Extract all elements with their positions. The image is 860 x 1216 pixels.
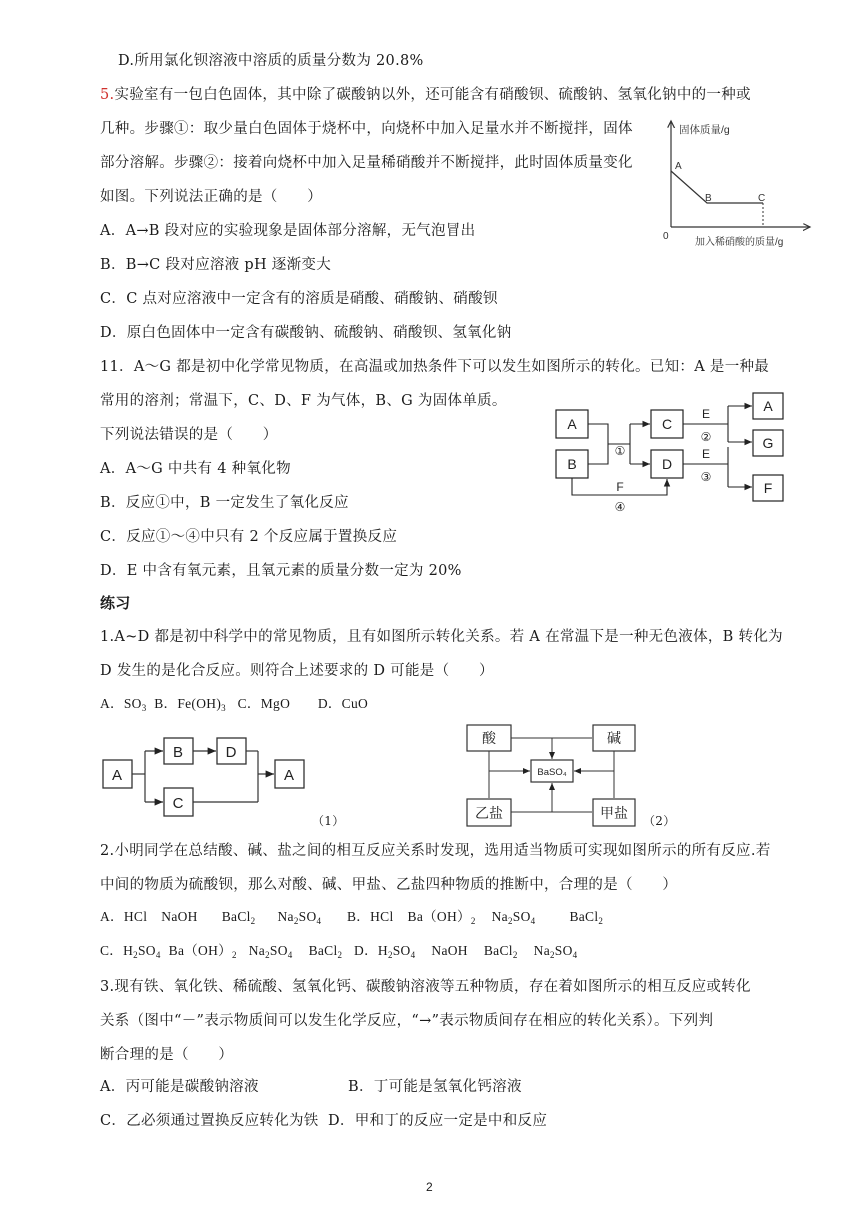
y-axis-label: 固体质量/g: [679, 124, 730, 136]
label-e-top: E: [701, 407, 711, 421]
box-a: A: [567, 416, 577, 432]
point-a-label: A: [675, 161, 682, 172]
p1-option-b-sub: 3: [221, 703, 226, 713]
p3-option-b: B．丁可能是氢氧化钙溶液: [348, 1079, 522, 1095]
label-reaction-4: ④: [614, 500, 626, 514]
p1-line2: D 发生的是化合反应。则符合上述要求的 D 可能是（ ）: [100, 663, 494, 679]
fig1-caption: （1）: [312, 814, 345, 828]
fig2-salt-jia: 甲盐: [600, 805, 628, 821]
box-a-product: A: [763, 398, 773, 414]
p3-line2: 关系（图中“－”表示物质间可以发生化学反应，“→”表示物质间存在相应的转化关系）。下列判: [100, 1013, 714, 1029]
p2-option-b: B．HCl $Ba(OH)_2$ $Na_2SO_4$ BaCl$_2$: [347, 909, 604, 926]
q11-transformation-diagram: [548, 385, 788, 517]
page-number: 2: [426, 1180, 433, 1194]
fig1-box-d: D: [225, 744, 237, 761]
p2-option-c: C．$H_2SO_4$ $Ba(OH)_2$ $Na_2SO_4$ BaCl$_2$: [100, 943, 343, 960]
q5-option-a: A．A→B 段对应的实验现象是固体部分溶解，无气泡冒出: [100, 223, 476, 239]
p2-options-row2: [100, 941, 577, 965]
p3-option-d: D．甲和丁的反应一定是中和反应: [328, 1113, 548, 1129]
box-f: F: [763, 480, 773, 496]
q5-option-d: D．原白色固体中一定含有碳酸钠、硫酸钠、硝酸钡、氢氧化钠: [100, 325, 512, 341]
p3-option-a: A．丙可能是碳酸钠溶液: [100, 1079, 259, 1095]
label-reaction-3: ③: [700, 470, 712, 484]
q11-line2: 常用的溶剂；常温下，C、D、F 为气体，B、G 为固体单质。: [100, 393, 507, 409]
p1-option-b: B．Fe(OH): [154, 696, 222, 711]
q5-line2: 几种。步骤①：取少量白色固体于烧杯中，向烧杯中加入足量水并不断搅拌，固体: [100, 121, 633, 137]
p3-option-c: C．乙必须通过置换反应转化为铁: [100, 1113, 319, 1129]
p3-line3: 断合理的是（ ）: [100, 1047, 234, 1063]
q5-line1: [100, 85, 751, 105]
q5-mass-graph: [655, 115, 820, 250]
origin-label: 0: [663, 231, 669, 242]
fig2-acid: 酸: [482, 730, 496, 746]
p2-line2: 中间的物质为硫酸钡，那么对酸、碱、甲盐、乙盐四种物质的推断中，合理的是（ ）: [100, 877, 678, 893]
p1-figure-1: [100, 730, 340, 830]
fig2-salt-yi: 乙盐: [475, 805, 503, 821]
q5-option-b: B．B→C 段对应溶液 pH 逐渐变大: [100, 257, 332, 273]
box-g: G: [762, 435, 774, 451]
point-b-label: B: [705, 193, 712, 204]
fig2-base: 碱: [607, 730, 621, 746]
mass-curve: [671, 171, 766, 204]
fig1-box-a: A: [111, 767, 123, 784]
box-d: D: [661, 456, 673, 472]
q11-option-b: B．反应①中，B 一定发生了氧化反应: [100, 495, 349, 511]
q5-option-c: C．C 点对应溶液中一定含有的溶质是硝酸、硝酸钠、硝酸钡: [100, 291, 498, 307]
p2-line1: 2.小明同学在总结酸、碱、盐之间的相互反应关系时发现，选用适当物质可实现如图所示的所有反应.若: [100, 843, 771, 859]
box-b: B: [567, 456, 577, 472]
label-reaction-2: ②: [700, 430, 712, 444]
p1-option-d: D．CuO: [317, 696, 369, 711]
label-e-bottom: E: [701, 447, 711, 461]
q11-line3: 下列说法错误的是（ ）: [100, 427, 278, 443]
q5-number: 5.: [100, 87, 115, 103]
q11-option-d: D．E 中含有氧元素，且氧元素的质量分数一定为 20%: [100, 563, 462, 579]
p2-option-a: A．HCl NaOH BaCl$_2$ $Na_2SO_4$: [100, 909, 322, 926]
box-c: C: [661, 416, 673, 432]
q5-line3: 部分溶解。步骤②：接着向烧杯中加入足量稀硝酸并不断搅拌，此时固体质量变化: [100, 155, 633, 171]
practice-heading: 练习: [100, 594, 131, 612]
fig1-box-a-end: A: [283, 767, 295, 784]
label-reaction-1: ①: [614, 444, 626, 458]
p1-option-a-sub: 3: [141, 703, 147, 713]
p3-line1: 3.现有铁、氧化铁、稀硫酸、氢氧化钙、碳酸钠溶液等五种物质，存在着如图所示的相互反应或转化: [100, 979, 751, 995]
p1-option-a: A．SO: [100, 696, 142, 711]
p2-options-row1: [100, 907, 603, 931]
x-axis-label: 加入稀硝酸的质量/g: [695, 237, 784, 248]
fig2-caption: （2）: [643, 814, 676, 828]
fig2-baso4: BaSO₄: [537, 767, 567, 778]
p1-figure-2: [465, 722, 645, 830]
p2-option-d: D．$H_2SO_4$ NaOH BaCl$_2$ $Na_2SO_4$: [354, 943, 578, 960]
fig1-box-b: B: [172, 744, 184, 761]
q11-option-c: C．反应①～④中只有 2 个反应属于置换反应: [100, 529, 398, 545]
q11-line1: 11．A～G 都是初中化学常见物质，在高温或加热条件下可以发生如图所示的转化。已知：A 是一种最: [100, 359, 770, 375]
q11-option-a: A．A～G 中共有 4 种氧化物: [100, 461, 291, 477]
p1-line1: 1.A~D 都是初中科学中的常见物质，且有如图所示转化关系。若 A 在常温下是一种无色液体，B 转化为: [100, 629, 783, 645]
label-f: F: [616, 480, 624, 494]
p1-options: [100, 694, 368, 718]
q4-option-d: D.所用氯化钡溶液中溶质的质量分数为 20.8%: [118, 53, 424, 69]
q5-text: 实验室有一包白色固体，其中除了碳酸钠以外，还可能含有硝酸钡、硫酸钠、氢氧化钠中的一种或: [114, 87, 751, 103]
point-c-label: C: [758, 193, 766, 204]
p1-option-c: C．MgO: [237, 696, 291, 711]
fig1-box-c: C: [172, 795, 184, 812]
q5-line4: 如图。下列说法正确的是（ ）: [100, 189, 322, 205]
